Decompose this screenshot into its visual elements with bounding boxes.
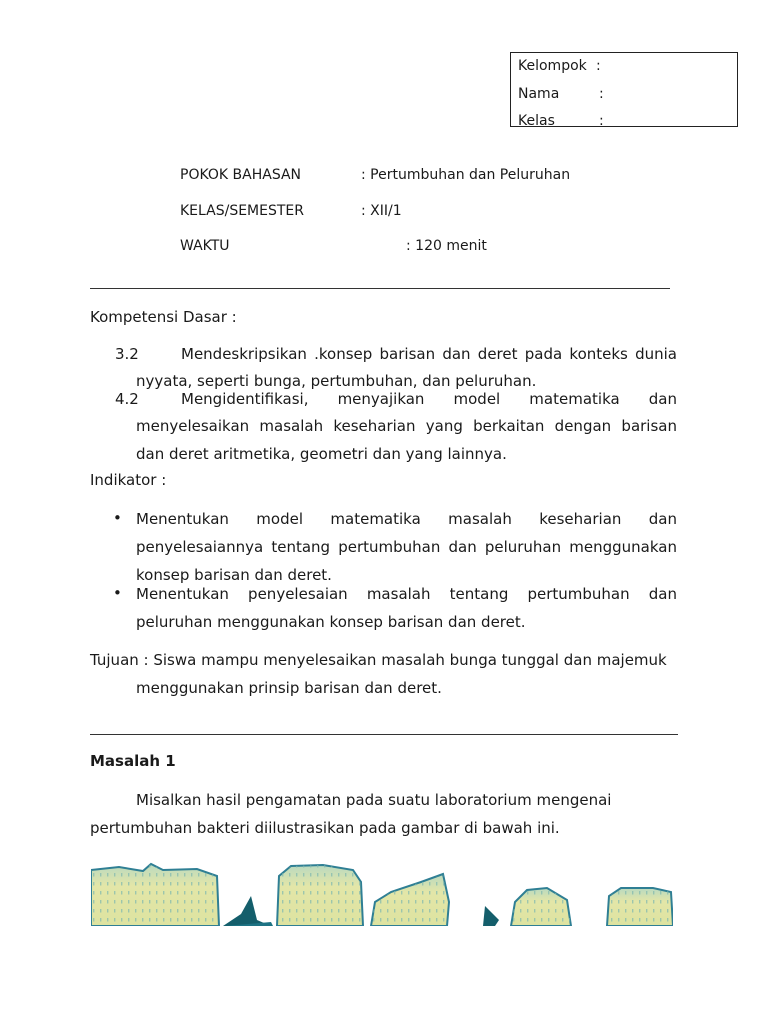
bacteria-cell-4: [511, 888, 571, 926]
bacteria-spike-2: [483, 906, 499, 926]
kelas-semester-label: KELAS/SEMESTER: [180, 203, 304, 219]
tujuan-line1: Tujuan : Siswa mampu menyelesaikan masalah bunga tunggal dan majemuk: [90, 651, 667, 669]
nama-label: Nama: [518, 86, 560, 102]
indikator-1-line3: konsep barisan dan deret.: [136, 566, 332, 584]
kd-text-1-line1: Mendeskripsikan .konsep barisan dan deret pada konteks dunia: [181, 345, 677, 363]
student-info-box: [510, 52, 738, 127]
masalah-line2: pertumbuhan bakteri diilustrasikan pada gambar di bawah ini.: [90, 819, 560, 837]
indikator-1-line2: penyelesaiannya tentang pertumbuhan dan peluruhan menggunakan: [136, 538, 677, 556]
bullet-dot-2: •: [113, 584, 122, 602]
bacteria-cell-3: [371, 874, 449, 926]
waktu-value: : 120 menit: [406, 238, 487, 254]
kelas-row: [518, 113, 555, 127]
kd-text-1-line2: nyyata, seperti bunga, pertumbuhan, dan peluruhan.: [136, 372, 537, 390]
divider-bottom: [90, 734, 678, 735]
nama-row: [518, 86, 559, 102]
indikator-2-line2: peluruhan menggunakan konsep barisan dan deret.: [136, 613, 526, 631]
indikator-2-line1: Menentukan penyelesaian masalah tentang pertumbuhan dan: [136, 585, 677, 603]
kd-number-1: 3.2: [115, 345, 139, 363]
bacteria-cell-1: [91, 864, 219, 926]
nama-separator: :: [599, 86, 604, 102]
kd-text-2-line2: menyelesaikan masalah keseharian yang berkaitan dengan barisan: [136, 417, 677, 435]
divider-top: [90, 288, 670, 289]
kelas-separator: :: [599, 113, 604, 127]
tujuan-line2: menggunakan prinsip barisan dan deret.: [136, 679, 442, 697]
masalah-heading: Masalah 1: [90, 752, 176, 770]
pokok-bahasan-label: POKOK BAHASAN: [180, 167, 302, 183]
bacteria-growth-image: [91, 862, 673, 926]
kd-text-2-line1: Mengidentifikasi, menyajikan model matematika dan: [181, 390, 677, 408]
pokok-bahasan-value: : Pertumbuhan dan Peluruhan: [361, 167, 571, 183]
kelompok-label: Kelompok: [518, 58, 587, 74]
indikator-heading: Indikator :: [90, 471, 167, 489]
bullet-dot-1: •: [113, 509, 122, 527]
kd-number-2: 4.2: [115, 390, 139, 408]
kelompok-separator: :: [596, 58, 601, 74]
kelas-label: Kelas: [518, 113, 555, 127]
indikator-1-line1: Menentukan model matematika masalah keseharian dan: [136, 510, 677, 528]
kelas-semester-value: : XII/1: [361, 203, 402, 219]
bacteria-cell-5: [607, 888, 673, 926]
bacteria-cell-2: [277, 865, 363, 926]
kelompok-row: [518, 58, 587, 74]
masalah-line1: Misalkan hasil pengamatan pada suatu laboratorium mengenai: [136, 791, 612, 809]
bacteria-spike-1: [223, 896, 271, 926]
kd-text-2-line3: dan deret aritmetika, geometri dan yang lainnya.: [136, 445, 507, 463]
bacteria-illustration: [91, 862, 673, 926]
kompetensi-heading: Kompetensi Dasar :: [90, 308, 237, 326]
waktu-label: WAKTU: [180, 238, 230, 254]
